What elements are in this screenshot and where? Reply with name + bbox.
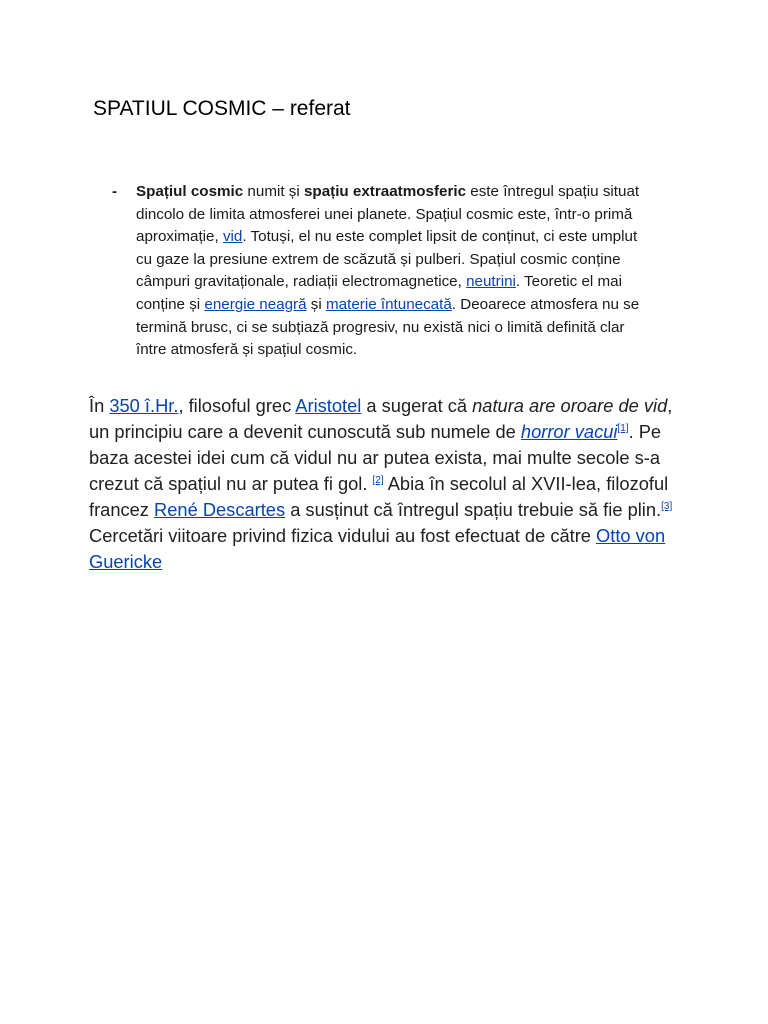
link-energie-neagra[interactable]: energie neagră	[204, 295, 307, 313]
para-text-segment: . Pe baza acestei idei cum că vidul nu ar putea exista, mai multe secole s-a crezut că spațiul nu ar putea fi gol.	[89, 421, 662, 494]
para-text-segment: În	[89, 395, 110, 416]
bullet-text-segment: . Teoretic el mai conține și	[136, 273, 622, 313]
para-text-segment: a sugerat că	[361, 395, 473, 416]
link-horror-vacui[interactable]	[521, 421, 618, 442]
term-spatiu-extraatmosferic: spațiu extraatmosferic	[303, 183, 467, 200]
bullet-text	[136, 181, 652, 362]
bullet-item	[112, 181, 652, 362]
bullet-text-segment: este întregul spațiu situat dincolo de limita atmosferei unei planete. Spațiul cosmic este, într-o primă aproximație,	[136, 183, 640, 246]
ref-2	[373, 475, 384, 486]
bullet-text-segment: . Deoarece atmosfera nu se termină brusc, ci se subțiază progresiv, nu există nici o limită definită clar între atmosferă și spațiul cosmic.	[136, 295, 640, 359]
italic-natura-are-oroare-de-vid: natura are oroare de vid	[472, 395, 668, 416]
ref-1	[617, 423, 628, 434]
ref-3	[661, 501, 672, 512]
main-paragraph	[89, 393, 679, 575]
link-vid[interactable]: vid	[222, 228, 243, 246]
link-horror-vacui-text: horror vacui	[520, 421, 618, 442]
link-350-ihr[interactable]: 350 î.Hr.	[109, 395, 179, 416]
para-text-segment: , un principiu care a devenit cunoscută sub numele de	[89, 395, 673, 442]
para-text-segment: Cercetări viitoare privind fizica vidului au fost efectuat de către	[89, 525, 597, 546]
para-text-segment: a susținut că întregul spațiu trebuie să fie plin.	[285, 499, 662, 520]
ref-2-link[interactable]: [2]	[372, 474, 384, 486]
bullet-dash: -	[112, 183, 118, 200]
bullet-text-segment: numit și	[243, 183, 304, 200]
link-materie-intunecata[interactable]: materie întunecată	[326, 295, 452, 313]
ref-3-link[interactable]: [3]	[661, 500, 673, 512]
link-neutrini[interactable]: neutrini	[466, 273, 516, 291]
bullet-text-segment: . Totuși, el nu este complet lipsit de conținut, ci este umplut cu gaze la presiune extrem de scăzută și pulberi. Spațiul cosmic conține câmpuri gravitaționale, radiații electromagnetice,	[136, 228, 638, 291]
ref-1-link[interactable]: [1]	[617, 422, 629, 434]
term-spatiul-cosmic: Spațiul cosmic	[136, 183, 244, 200]
link-rene-descartes[interactable]: René Descartes	[154, 499, 286, 520]
para-text-segment: Abia în secolul al XVII-lea, filozoful francez	[89, 473, 669, 520]
bullet-text-segment: și	[306, 295, 326, 313]
document-title: SPATIUL COSMIC – referat	[93, 97, 351, 120]
link-aristotel[interactable]: Aristotel	[295, 395, 362, 416]
para-text-segment: , filosoful grec	[178, 395, 296, 416]
link-otto-von-guericke[interactable]: Otto von Guericke	[89, 525, 666, 572]
